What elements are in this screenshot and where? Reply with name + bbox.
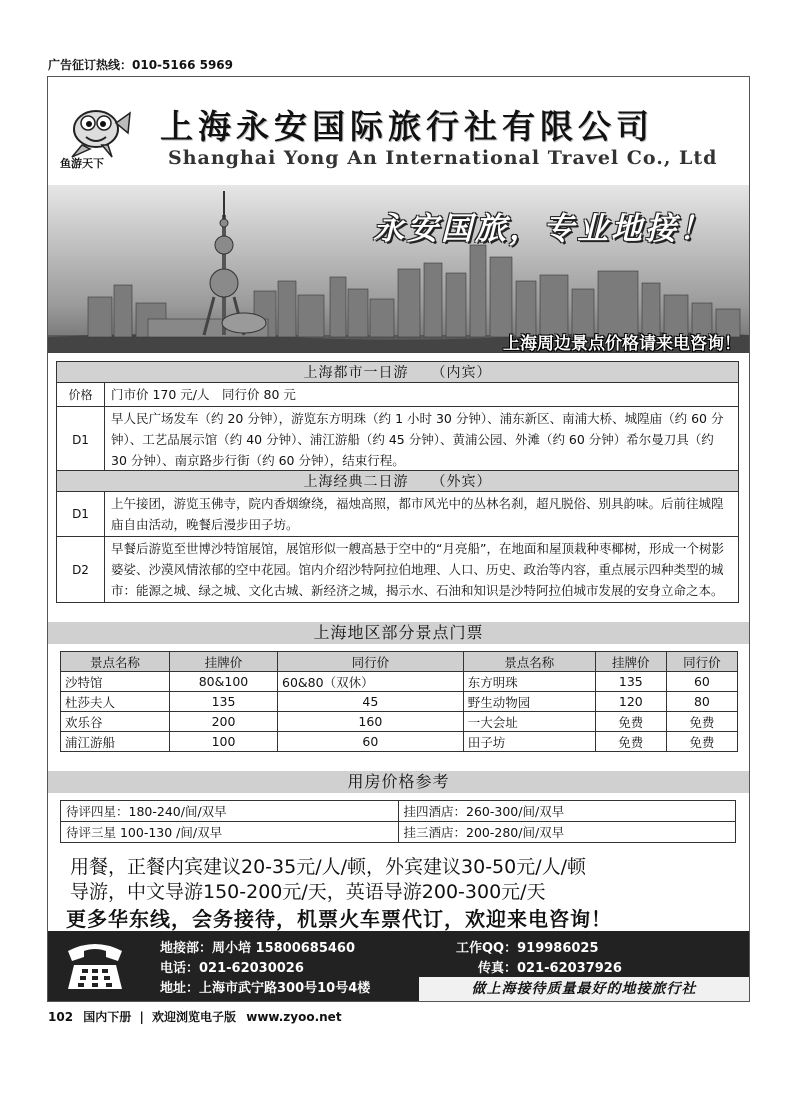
tour2-d1-text: 上午接团，游览玉佛寺，院内香烟缭绕，福烛高照，都市风光中的丛林名刹，超凡脱俗、别具韵味。后前往城隍庙自由活动，晚餐后漫步田子坊。: [105, 492, 739, 537]
table-cell: 免费: [595, 712, 666, 732]
contact-department: 地接部：周小培 15800685460: [160, 941, 356, 956]
company-name-en: Shanghai Yong An International Travel Co., Ltd: [168, 147, 718, 169]
page-number: 102: [48, 1010, 74, 1024]
meal-guide-info: [70, 855, 586, 905]
contact-phone: 电话：021-62030026: [160, 961, 304, 976]
company-motto: 做上海接待质量最好的地接旅行社: [419, 977, 749, 1001]
table-cell: 免费: [666, 732, 737, 752]
table-cell: 挂三酒店：200-280/间/双早: [398, 822, 736, 843]
tickets-section-title: 上海地区部分景点门票: [48, 622, 749, 644]
page-footer: 102 国内下册 | 欢迎浏览电子版 www.zyoo.net: [48, 1010, 342, 1024]
tickets-header: 挂牌价: [169, 652, 277, 672]
table-cell: 60&80（双休）: [278, 672, 464, 692]
table-row: [61, 732, 738, 752]
tour-one-day-table: [56, 361, 739, 473]
table-cell: 野生动物园: [463, 692, 595, 712]
table-row: [61, 692, 738, 712]
table-cell: 一大会址: [463, 712, 595, 732]
table-row: [61, 822, 736, 843]
tour1-day-text: 早人民广场发车（约 20 分钟），游览东方明珠（约 1 小时 30 分钟）、浦东新区、南浦大桥、城隍庙（约 60 分钟）、工艺品展示馆（约 40 分钟）、浦江游船（约 45 分钟）、黄浦公园、外滩（约 60 分钟）希尔曼刀具（约 30 分钟）、南京路步行街（约 60 分钟），结束行程。: [105, 407, 739, 473]
banner-slogan: 永安国旅，专业地接！: [373, 211, 713, 247]
tour2-d2-text: 早餐后游览至世博沙特馆展馆，展馆形似一艘高悬于空中的“月亮船”，在地面和屋顶栽种枣椰树，形成一个树影婆娑、沙漠风情浓郁的空中花园。馆内介绍沙特阿拉伯地理、人口、历史、政治等内容，重点展示四种类型的城市：能源之城、绿之城、文化古城、新经济之城，揭示水、石油和知识是沙特阿拉伯城市发展的安身立命之本。: [105, 537, 739, 603]
tickets-header: 挂牌价: [595, 652, 666, 672]
tickets-table: [60, 651, 738, 752]
guide-text: 导游，中文导游150-200元/天，英语导游200-300元/天: [70, 881, 546, 903]
meal-text: 用餐，正餐内宾建议20-35元/人/顿，外宾建议30-50元/人/顿: [70, 856, 587, 878]
footer-site-link[interactable]: www.zyoo.net: [246, 1010, 342, 1024]
tour2-d1-label: D1: [57, 492, 105, 537]
more-services-text: 更多华东线，会务接待，机票火车票代订，欢迎来电咨询！: [66, 907, 612, 931]
hotels-section-title: 用房价格参考: [48, 771, 749, 793]
table-cell: 沙特馆: [61, 672, 170, 692]
company-header: [48, 77, 749, 185]
table-cell: 135: [595, 672, 666, 692]
table-cell: 杜莎夫人: [61, 692, 170, 712]
tickets-header: 同行价: [278, 652, 464, 672]
footer-section: 国内下册: [83, 1010, 132, 1024]
table-cell: 东方明珠: [463, 672, 595, 692]
table-cell: 免费: [666, 712, 737, 732]
tickets-header: 景点名称: [61, 652, 170, 672]
table-cell: 80&100: [169, 672, 277, 692]
telephone-icon: [62, 939, 128, 993]
table-cell: 挂四酒店：260-300/间/双早: [398, 801, 736, 822]
table-cell: 100: [169, 732, 277, 752]
table-row: [61, 712, 738, 732]
tour2-title: 上海经典二日游 （外宾）: [57, 471, 739, 492]
table-cell: 免费: [595, 732, 666, 752]
tour1-title: 上海都市一日游 （内宾）: [57, 362, 739, 383]
contact-qq: 工作QQ：919986025: [456, 941, 599, 956]
footer-browse: 欢迎浏览电子版: [152, 1010, 237, 1024]
table-cell: 欢乐谷: [61, 712, 170, 732]
table-cell: 80: [666, 692, 737, 712]
table-cell: 45: [278, 692, 464, 712]
table-cell: 135: [169, 692, 277, 712]
skyline-banner: [48, 185, 749, 353]
table-row: [61, 801, 736, 822]
table-cell: 待评三星 100-130 /间/双早: [61, 822, 399, 843]
tickets-header: 景点名称: [463, 652, 595, 672]
table-cell: 60: [278, 732, 464, 752]
table-cell: 200: [169, 712, 277, 732]
table-cell: 160: [278, 712, 464, 732]
ad-hotline: 广告征订热线：010-5166 5969: [48, 58, 234, 72]
table-cell: 120: [595, 692, 666, 712]
hotels-table: [60, 800, 736, 843]
tickets-header: 同行价: [666, 652, 737, 672]
contact-bar: [48, 931, 749, 1001]
tour1-day-label: D1: [57, 407, 105, 473]
contact-fax: 传真：021-62037926: [478, 961, 622, 976]
company-name-cn: 上海永安国际旅行社有限公司: [160, 107, 654, 146]
table-cell: 浦江游船: [61, 732, 170, 752]
table-row: [61, 672, 738, 692]
advertisement-frame: [47, 76, 750, 1002]
logo-slogan: 鱼游天下: [60, 157, 104, 170]
contact-address: 地址：上海市武宁路300号10号4楼: [160, 981, 371, 996]
table-cell: 60: [666, 672, 737, 692]
tour1-price-label: 价格: [57, 383, 105, 407]
tour-two-day-table: [56, 470, 739, 603]
table-cell: 待评四星：180-240/间/双早: [61, 801, 399, 822]
tour2-d2-label: D2: [57, 537, 105, 603]
banner-consult-text: 上海周边景点价格请来电咨询！: [503, 334, 741, 353]
tour1-price-text: 门市价 170 元/人 同行价 80 元: [105, 383, 739, 407]
table-cell: 田子坊: [463, 732, 595, 752]
